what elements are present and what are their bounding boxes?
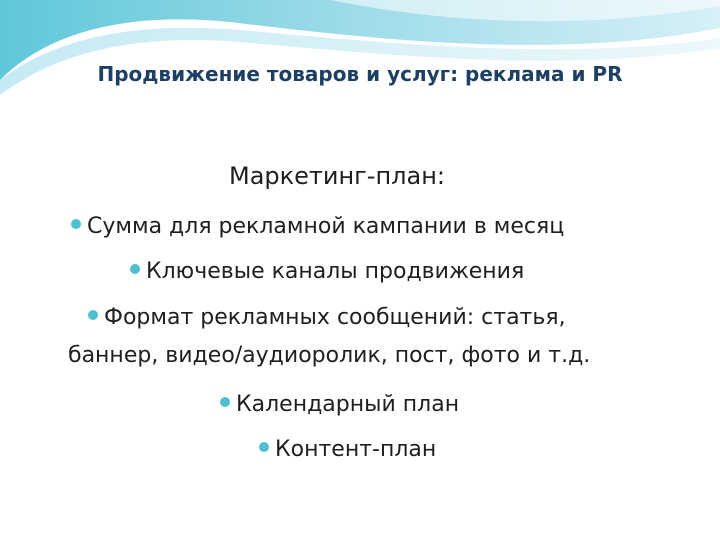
bullet-dot-icon bbox=[130, 264, 140, 274]
header-wave-decoration bbox=[0, 0, 720, 110]
slide-title: Продвижение товаров и услуг: реклама и PR bbox=[97, 62, 623, 86]
bullet-dot-icon bbox=[71, 219, 81, 229]
bullet-item bbox=[71, 214, 564, 240]
bullet-item bbox=[220, 392, 459, 418]
bullet-dot-icon bbox=[259, 442, 269, 452]
bullet-dot-icon bbox=[220, 397, 230, 407]
bullet-continuation: баннер, видео/аудиоролик, пост, фото и т.д. bbox=[68, 343, 591, 368]
slide-subtitle: Маркетинг-план: bbox=[229, 162, 445, 190]
bullet-item bbox=[259, 437, 436, 463]
bullet-item bbox=[130, 259, 524, 285]
bullet-text: Формат рекламных сообщений: статья, bbox=[104, 305, 566, 330]
bullet-dot-icon bbox=[88, 310, 98, 320]
bullet-item bbox=[88, 305, 566, 331]
bullet-text: Сумма для рекламной кампании в месяц bbox=[87, 214, 565, 239]
bullet-text: Контент-план bbox=[275, 437, 437, 462]
bullet-text: Календарный план bbox=[236, 392, 460, 417]
bullet-text: Ключевые каналы продвижения bbox=[146, 259, 525, 284]
